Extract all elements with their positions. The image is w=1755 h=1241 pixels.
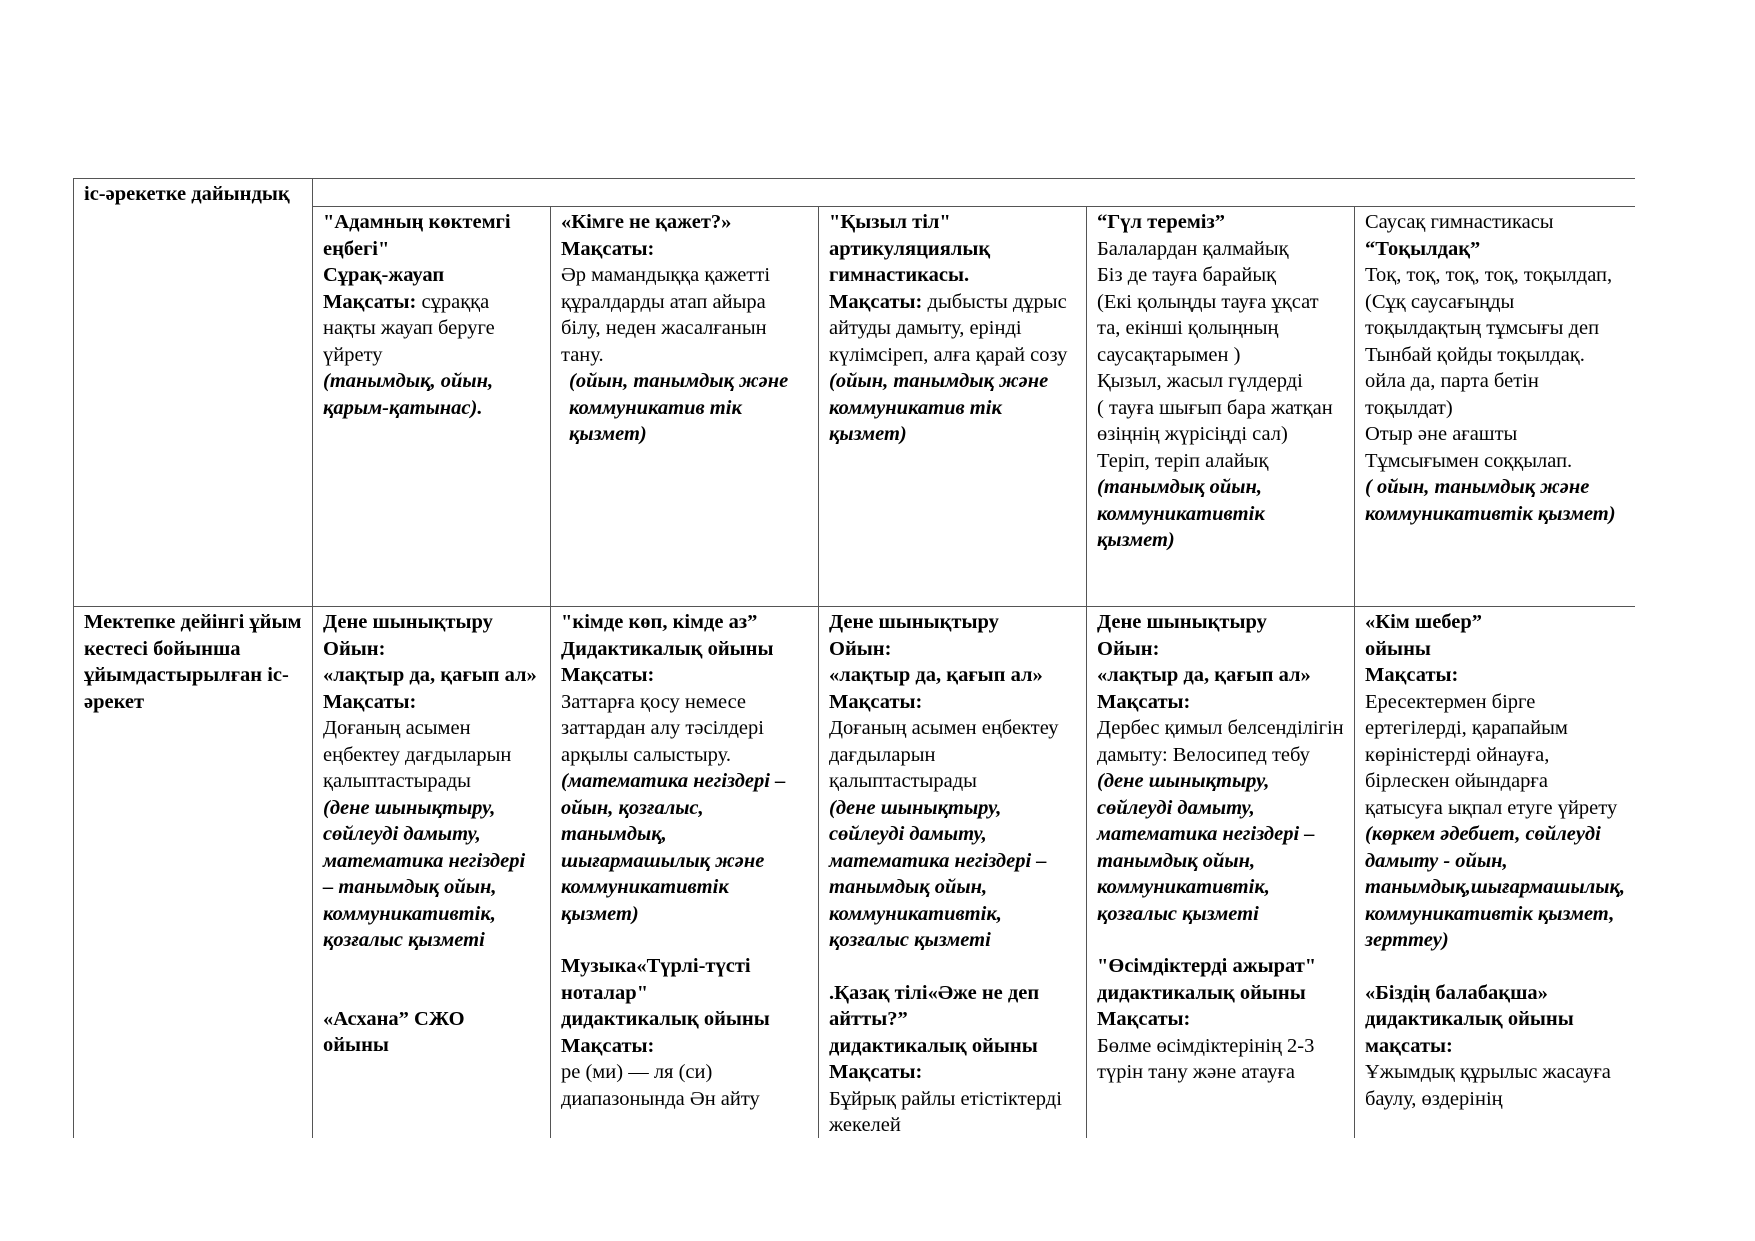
goal-label: Мақсаты: bbox=[829, 290, 923, 313]
game-name: «лақтыр да, қағып ал» bbox=[1097, 664, 1311, 686]
row-label-cell bbox=[74, 179, 313, 607]
prep-cell-1 bbox=[313, 207, 551, 607]
game-name: «лақтыр да, қағып ал» bbox=[323, 664, 537, 686]
poem-line: Біз де тауға барайық bbox=[1097, 264, 1277, 286]
poem-line: Теріп, теріп алайық bbox=[1097, 449, 1269, 472]
cell-subtitle: Ойын: bbox=[829, 637, 892, 660]
cell-subtitle: ойыны bbox=[1365, 637, 1431, 660]
cell-subtitle: ойыны bbox=[323, 1034, 389, 1056]
poem-line: ( тауға шығып бара жатқан өзіңнің жүрісіңді сал) bbox=[1097, 396, 1333, 445]
activity-types: (дене шынықтыру, сөйлеуді дамыту, математика негіздері – танымдық ойын, коммуникативтік, қозғалыс қызметі bbox=[1097, 770, 1315, 925]
cell-subtitle: дидактикалық ойыны bbox=[1097, 981, 1306, 1004]
goal-label: мақсаты: bbox=[1365, 1034, 1453, 1057]
activity-types: (ойын, танымдық және коммуникатив тік қызмет) bbox=[829, 370, 1049, 445]
goal-text: Доғаның асымен еңбектеу дағдыларын қалыптастырады bbox=[323, 717, 512, 792]
cell-title: «Біздің балабақша» bbox=[1365, 981, 1548, 1004]
goal-text: Ұжымдық құрылыс жасауға баулу, өздерінің bbox=[1365, 1061, 1611, 1110]
spacer bbox=[561, 927, 808, 953]
activity-types: (көркем әдебиет, сөйлеуді дамыту - ойын, танымдық,шығармашылық, коммуникативтік қызмет, зерттеу) bbox=[1365, 823, 1625, 951]
cell-subtitle: дидактикалық ойыны bbox=[1365, 1008, 1574, 1030]
poem-line: Отыр әне ағашты bbox=[1365, 423, 1518, 445]
cell-title: "кімде көп, кімде аз” bbox=[561, 611, 758, 633]
poem-line: Тұмсығымен соққылап. bbox=[1365, 449, 1573, 472]
goal-label: Мақсаты: bbox=[561, 664, 655, 686]
goal-text: Доғаның асымен еңбектеу дағдыларын қалыптастырады bbox=[829, 717, 1059, 792]
goal-text: Әр мамандыққа қажетті құралдарды атап айыра білу, неден жасалғанын тану. bbox=[561, 264, 771, 366]
schedule-table-frame bbox=[73, 178, 1635, 1138]
cell-subtitle: “Тоқылдақ” bbox=[1365, 237, 1481, 260]
table-row bbox=[74, 607, 1636, 1139]
schedule-table bbox=[73, 178, 1635, 1138]
goal-label: Мақсаты: bbox=[561, 1034, 655, 1057]
activity-types: (танымдық ойын, коммуникативтік қызмет) bbox=[1097, 476, 1265, 551]
spacer bbox=[1097, 927, 1344, 953]
poem-line: Тынбай қойды тоқылдақ. ойла да, парта бетін тоқылдат) bbox=[1365, 343, 1585, 419]
goal-text: дыбысты дұрыс айтуды дамыту, ерінді күлімсіреп, алға қарай созу bbox=[829, 290, 1068, 366]
cell-title: Дене шынықтыру bbox=[829, 611, 999, 633]
activity-types: (дене шынықтыру, сөйлеуді дамыту, математика негіздері – танымдық ойын, коммуникативтік, қозғалыс қызметі bbox=[323, 796, 526, 951]
cell-title: “Гүл тереміз” bbox=[1097, 211, 1225, 233]
cell-subtitle: Ойын: bbox=[323, 637, 386, 660]
cell-goal bbox=[829, 289, 1076, 369]
cell-title: "Қызыл тіл" артикуляциялық гимнастикасы. bbox=[829, 211, 991, 286]
cell-subtitle: Сұрақ-жауап bbox=[323, 264, 445, 286]
goal-label: Мақсаты: bbox=[829, 690, 923, 713]
spacer bbox=[323, 954, 540, 1006]
cell-subtitle: дидактикалық ойыны bbox=[561, 1008, 770, 1030]
org-cell-1 bbox=[313, 607, 551, 1139]
spacer bbox=[1365, 954, 1625, 980]
prep-cell-2 bbox=[551, 207, 819, 607]
cell-title: Музыка«Түрлі-түсті ноталар" bbox=[561, 955, 751, 1004]
goal-text: Бұйрық райлы етістіктерді жекелей bbox=[829, 1087, 1062, 1136]
goal-label: Мақсаты: bbox=[1097, 1008, 1191, 1030]
prep-cell-3 bbox=[819, 207, 1087, 607]
cell-goal bbox=[323, 289, 540, 369]
prep-cell-4 bbox=[1087, 207, 1355, 607]
poem-line: Қызыл, жасыл гүлдерді bbox=[1097, 370, 1303, 392]
org-cell-3 bbox=[819, 607, 1087, 1139]
goal-text: сұраққа нақты жауап беруге үйрету bbox=[323, 290, 495, 366]
goal-label: Мақсаты: bbox=[561, 237, 655, 260]
spacer bbox=[829, 954, 1076, 980]
activity-types: (математика негіздері – ойын, қозғалыс, танымдық, шығармашылық және коммуникативтік қызмет) bbox=[561, 770, 786, 925]
row-label-cell bbox=[74, 607, 313, 1139]
cell-subtitle: дидактикалық ойыны bbox=[829, 1034, 1038, 1057]
goal-text: Заттарға қосу немесе заттардан алу тәсілдері арқылы салыстыру. bbox=[561, 690, 764, 766]
goal-text: ре (ми) — ля (си) диапазонында Ән айту bbox=[561, 1061, 760, 1110]
poem-line: Балалардан қалмайық bbox=[1097, 237, 1289, 260]
goal-label: Мақсаты: bbox=[829, 1061, 923, 1083]
cell-title: Дене шынықтыру bbox=[323, 611, 493, 633]
org-cell-2 bbox=[551, 607, 819, 1139]
cell-title: «Кім шебер” bbox=[1365, 611, 1483, 633]
goal-text: Ересектермен бірге ертегілерді, қарапайым көріністерді ойнауға, бірлескен ойындарға қатысуға ықпал етуге үйрету bbox=[1365, 690, 1618, 819]
poem-line: Тоқ, тоқ, тоқ, тоқ, тоқылдап, (Сұқ саусағыңды тоқылдақтың тұмсығы деп bbox=[1365, 264, 1613, 339]
cell-subtitle: Дидактикалық ойыны bbox=[561, 637, 774, 660]
activity-types: (танымдық, ойын, қарым-қатынас). bbox=[323, 370, 494, 419]
row-label: іс-әрекетке дайындық bbox=[84, 183, 290, 205]
goal-text: Бөлме өсімдіктерінің 2-3 түрін тану және атауға bbox=[1097, 1034, 1315, 1083]
activity-types: (дене шынықтыру, сөйлеуді дамыту, математика негіздері – танымдық ойын, коммуникативтік, қозғалыс қызметі bbox=[829, 796, 1047, 951]
cell-subtitle: Ойын: bbox=[1097, 637, 1160, 660]
cell-title: "Адамның көктемгі еңбегі" bbox=[323, 211, 511, 260]
goal-label: Мақсаты: bbox=[323, 290, 417, 313]
cell-title: «Кімге не қажет?» bbox=[561, 211, 732, 233]
cell-title: Дене шынықтыру bbox=[1097, 611, 1267, 633]
org-cell-4 bbox=[1087, 607, 1355, 1139]
activity-types: ( ойын, танымдық және коммуникативтік қызмет) bbox=[1365, 476, 1616, 525]
table-row bbox=[74, 179, 1636, 207]
goal-text: Дербес қимыл белсенділігін дамыту: Велосипед тебу bbox=[1097, 717, 1344, 766]
merged-empty-cell bbox=[313, 179, 1636, 207]
game-name: «лақтыр да, қағып ал» bbox=[829, 664, 1043, 686]
goal-label: Мақсаты: bbox=[1097, 690, 1191, 713]
goal-label: Мақсаты: bbox=[323, 690, 417, 713]
cell-title: .Қазақ тілі«Әже не деп айтты?” bbox=[829, 981, 1040, 1030]
cell-title: "Өсімдіктерді ажырат" bbox=[1097, 955, 1317, 977]
activity-types: (ойын, танымдық және коммуникатив тік қызмет) bbox=[569, 370, 789, 445]
prep-cell-5 bbox=[1355, 207, 1636, 607]
org-cell-5 bbox=[1355, 607, 1636, 1139]
goal-label: Мақсаты: bbox=[1365, 664, 1459, 686]
cell-title: Саусақ гимнастикасы bbox=[1365, 211, 1554, 233]
poem-line: (Екі қолыңды тауға ұқсат та, екінші қолыңның саусақтарымен ) bbox=[1097, 290, 1319, 366]
cell-title: «Асхана” СЖО bbox=[323, 1007, 465, 1030]
row-label: Мектепке дейінгі ұйым кестесі бойынша ұйымдастырылған іс-әрекет bbox=[84, 611, 302, 713]
